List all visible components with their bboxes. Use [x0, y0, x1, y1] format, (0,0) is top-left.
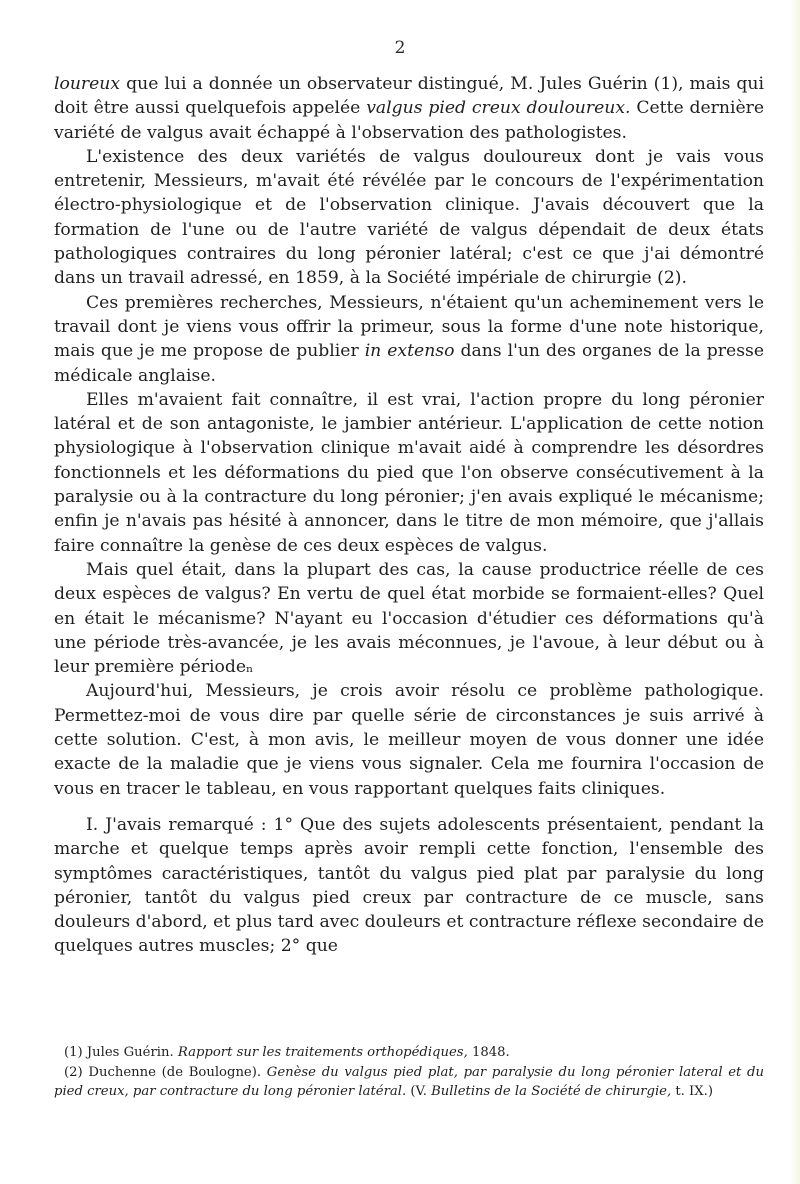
paragraph — [54, 558, 764, 679]
text-span: t. IX.) — [671, 1084, 713, 1099]
paragraph — [54, 145, 764, 291]
text-span: Aujourd'hui, Messieurs, je crois avoir résolu ce problème pathologique. Permettez-moi de vous dire par quelle série de circonstances je suis arrivé à cette solution. C'est, à mon avis, le meilleur moyen de vous donner une idée exacte de la maladie que je viens vous signaler. Cela me fournira l'occasion de vous en tracer le tableau, en vous rapportant quelques faits cliniques. — [54, 681, 764, 799]
text-span: Cette dernière variété de valgus avait échappé à l'observation des pathologistes. — [54, 98, 765, 143]
text-span: (1) Jules Guérin. — [64, 1045, 178, 1060]
page-edge-shadow — [790, 0, 800, 1184]
italic-text-span: in extenso — [364, 341, 455, 362]
italic-text-span: Genèse du valgus pied plat, par paralysie du long péronier lateral et du pied creux, par contracture du long péronier latéral. — [54, 1064, 764, 1099]
text-span: L'existence des deux variétés de valgus douloureux dont je vais vous entretenir, Messieurs, m'avait été révélée par le concours de l'expérimentation électro-physiologique et de l'observation clinique. J'avais découvert que la formation de l'une ou de l'autre variété de valgus dépendait de deux états pathologiques contraires du long péronier latéral; c'est ce que j'ai démontré dans un travail adressé, en 1859, à la Société impériale de chirurgie (2). — [54, 146, 764, 289]
text-span: Ces premières recherches, Messieurs, n'étaient qu'un acheminement vers le travail dont je viens vous offrir la primeur, sous la forme d'une note historique, mais que je me propose de publier — [54, 292, 764, 362]
text-span: Mais quel était, dans la plupart des cas, la cause productrice réelle de ces deux espèces de valgus? En vertu de quel état morbide se formaient-elles? Quel en était le mécanisme? N'ayant eu l'occasion d'étudier ces déformations qu'à une période très-avancée, je les avais méconnues, je l'avoue, à leur début ou à leur première périodeₙ — [54, 559, 764, 678]
italic-text-span: loureux — [54, 74, 121, 94]
footnote — [54, 1063, 764, 1102]
paragraph — [54, 813, 764, 959]
footnotes — [54, 1043, 764, 1102]
main-text — [54, 72, 764, 959]
paragraph — [54, 72, 764, 145]
page-number: 2 — [394, 38, 406, 58]
italic-text-span: Bulletins de la Société de chirurgie, — [431, 1084, 672, 1099]
text-span: dans l'un des organes de la presse médicale anglaise. — [54, 341, 765, 386]
text-span: (2) Duchenne (de Boulogne). — [64, 1064, 267, 1080]
italic-text-span: Rapport sur les traitements orthopédiques, — [177, 1045, 468, 1060]
text-span: que lui a donnée un observateur distingué, M. Jules Guérin (1), mais qui doit être aussi quelquefois appelée — [54, 74, 764, 119]
footnote — [54, 1043, 764, 1063]
paragraph — [54, 679, 764, 800]
paragraph — [54, 291, 764, 388]
italic-text-span: valgus pied creux douloureux. — [366, 98, 631, 119]
paragraph — [54, 388, 764, 558]
text-span: 1848. — [467, 1045, 510, 1060]
text-span: Elles m'avaient fait connaître, il est vrai, l'action propre du long péronier latéral et de son antagoniste, le jambier antérieur. L'application de cette notion physiologique à l'observation clinique m'avait aidé à comprendre les désordres fonctionnels et les déformations du pied que l'on observe consécutivement à la paralysie ou à la contracture du long péronier; j'en avais expliqué le mécanisme; enfin je n'avais pas hésité à annoncer, dans le titre de mon mémoire, que j'allais faire connaître la genèse de ces deux espèces de valgus. — [54, 389, 764, 556]
text-span: (V. — [406, 1084, 432, 1099]
text-span: I. J'avais remarqué : 1° Que des sujets adolescents présentaient, pendant la marche et quelque temps après avoir rempli cette fonction, l'ensemble des symptômes caractéristiques, tantôt du valgus pied plat par paralysie du long péronier, tantôt du valgus pied creux par contracture de ce muscle, sans douleurs d'abord, et plus tard avec douleurs et contracture réflexe secondaire de quelques autres muscles; 2° que — [54, 814, 764, 957]
